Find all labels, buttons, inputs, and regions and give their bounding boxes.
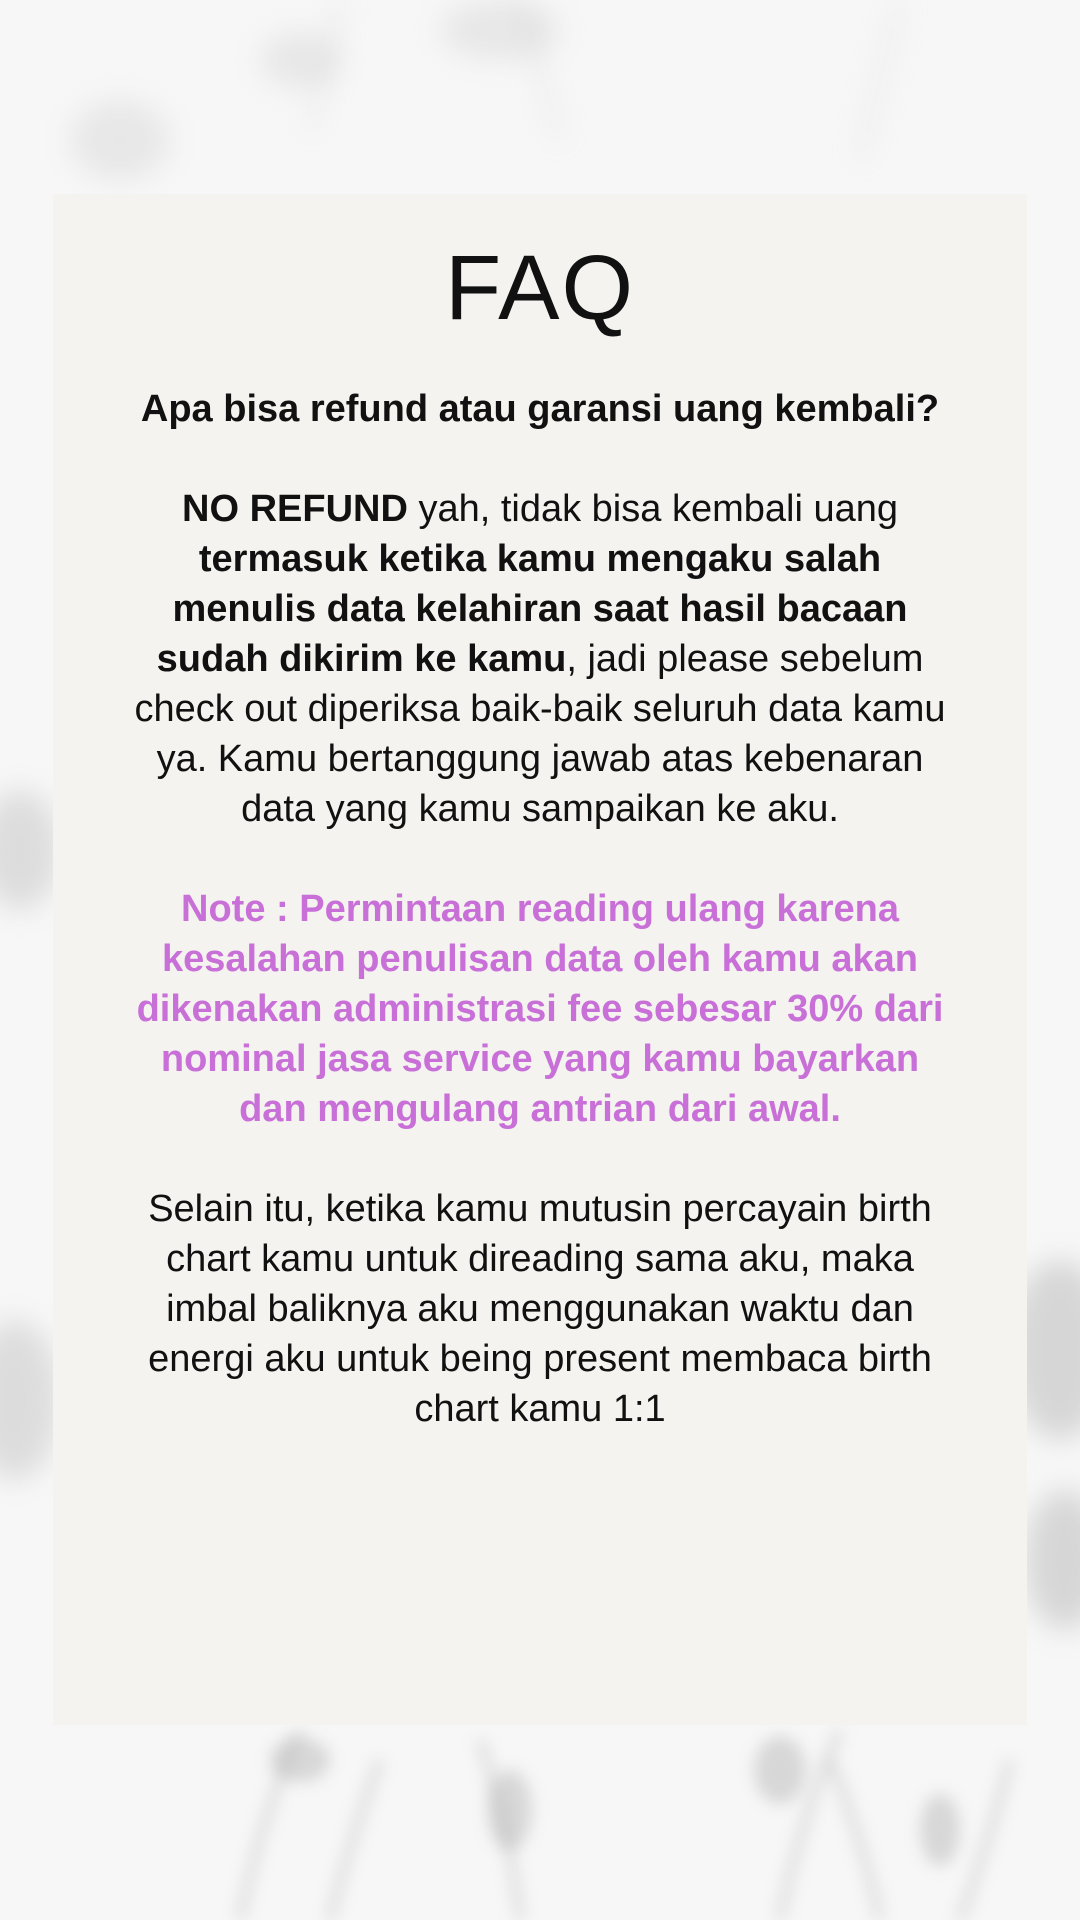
answer-text-1: yah, tidak bisa kembali uang	[407, 488, 898, 530]
answer-text-2: , jadi please sebelum check out diperiksa baik-baik seluruh data kamu ya. Kamu bertanggung jawab atas kebenaran data yang kamu sampaikan ke aku.	[134, 638, 946, 830]
faq-title: FAQ	[444, 237, 636, 339]
faq-question: Apa bisa refund atau garansi uang kembali?	[140, 388, 940, 430]
faq-card	[53, 194, 1027, 1725]
faq-closing: Selain itu, ketika kamu mutusin percayain birth chart kamu untuk direading sama aku, maka imbal baliknya aku menggunakan waktu dan energi aku untuk being present membaca birth chart kamu 1:1	[148, 1188, 932, 1430]
answer-emphasis: termasuk ketika kamu mengaku salah menulis data kelahiran saat hasil bacaan sudah dikirim ke kamu	[156, 538, 908, 680]
no-refund-label: NO REFUND	[182, 488, 408, 530]
faq-answer	[133, 484, 947, 834]
faq-note: Note : Permintaan reading ulang karena kesalahan penulisan data oleh kamu akan dikenakan administrasi fee sebesar 30% dari nominal jasa service yang kamu bayarkan dan mengulang antrian dari awal.	[136, 888, 944, 1130]
